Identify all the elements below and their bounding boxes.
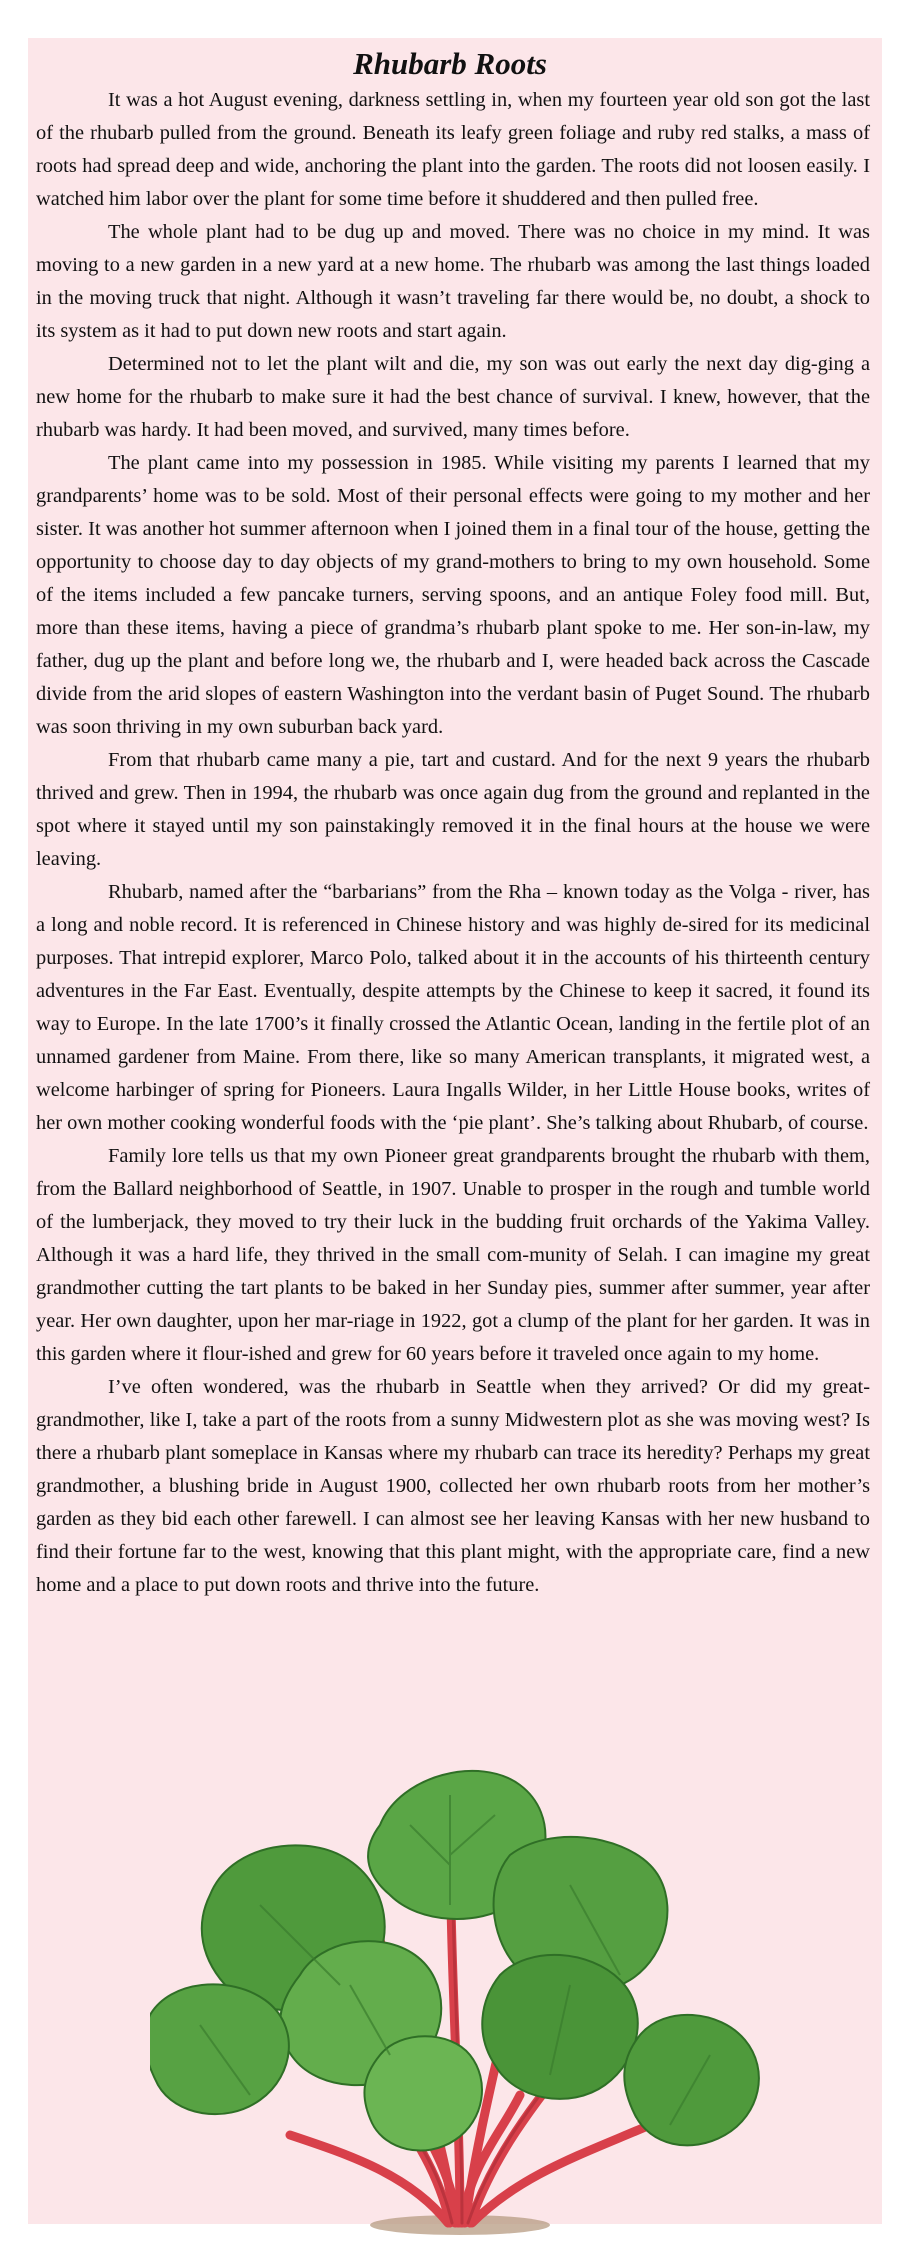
rhubarb-plant-icon — [150, 1755, 770, 2235]
paragraph-6: Rhubarb, named after the “barbarians” from the Rha – known today as the Volga - river, has a long and noble record. It is referenced in Chinese history and was highly de-sired for its medicinal purposes. That intrepid explorer, Marco Polo, talked about it in the accounts of his thirteenth century adventures in the Far East. Eventually, despite attempts by the Chinese to keep it sacred, it found its way to Europe. In the late 1700’s it finally crossed the Atlantic Ocean, landing in the fertile plot of an unnamed gardener from Maine. From there, like so many American transplants, it migrated west, a welcome harbinger of spring for Pioneers. Laura Ingalls Wilder, in her Little House books, writes of her own mother cooking wonderful foods with the ‘pie plant’. She’s talking about Rhubarb, of course. — [36, 881, 870, 1134]
paragraph-3: Determined not to let the plant wilt and die, my son was out early the next day dig-ging a new home for the rhubarb to make sure it had the best chance of survival. I knew, however, that the rhubarb was hardy. It had been moved, and survived, many times before. — [36, 353, 870, 441]
paragraph-1: It was a hot August evening, darkness settling in, when my fourteen year old son got the last of the rhubarb pulled from the ground. Beneath its leafy green foliage and ruby red stalks, a mass of roots had spread deep and wide, anchoring the plant into the garden. The roots did not loosen easily. I watched him labor over the plant for some time before it shuddered and then pulled free. — [36, 89, 870, 210]
article-body — [36, 84, 870, 1602]
paragraph-7: Family lore tells us that my own Pioneer great grandparents brought the rhubarb with them, from the Ballard neighborhood of Seattle, in 1907. Unable to prosper in the rough and tumble world of the lumberjack, they moved to try their luck in the budding fruit orchards of the Yakima Valley. Although it was a hard life, they thrived in the small com-munity of Selah. I can imagine my great grandmother cutting the tart plants to be baked in her Sunday pies, summer after summer, year after year. Her own daughter, upon her mar-riage in 1922, got a clump of the plant for her garden. It was in this garden where it flour-ished and grew for 60 years before it traveled once again to my home. — [36, 1145, 870, 1365]
paragraph-2: The whole plant had to be dug up and moved. There was no choice in my mind. It was moving to a new garden in a new yard at a new home. The rhubarb was among the last things loaded in the moving truck that night. Although it wasn’t traveling far there would be, no doubt, a shock to its system as it had to put down new roots and start again. — [36, 221, 870, 342]
page-title: Rhubarb Roots — [353, 46, 547, 81]
paragraph-4: The plant came into my possession in 1985. While visiting my parents I learned that my grandparents’ home was to be sold. Most of their personal effects were going to my mother and her sister. It was another hot summer afternoon when I joined them in a final tour of the house, getting the opportunity to choose day to day objects of my grand-mothers to bring to my own household. Some of the items included a few pancake turners, serving spoons, and an antique Foley food mill. But, more than these items, having a piece of grandma’s rhubarb plant spoke to me. Her son-in-law, my father, dug up the plant and before long we, the rhubarb and I, were headed back across the Cascade divide from the arid slopes of eastern Washington into the verdant basin of Puget Sound. The rhubarb was soon thriving in my own suburban back yard. — [36, 452, 870, 738]
paragraph-5: From that rhubarb came many a pie, tart and custard. And for the next 9 years the rhubarb thrived and grew. Then in 1994, the rhubarb was once again dug from the ground and replanted in the spot where it stayed until my son painstakingly removed it in the final hours at the house we were leaving. — [36, 749, 870, 870]
paragraph-8: I’ve often wondered, was the rhubarb in Seattle when they arrived? Or did my great-grandmother, like I, take a part of the roots from a sunny Midwestern plot as she was moving west? Is there a rhubarb plant someplace in Kansas where my rhubarb can trace its heredity? Perhaps my great grandmother, a blushing bride in August 1900, collected her own rhubarb roots from her mother’s garden as they bid each other farewell. I can almost see her leaving Kansas with her new husband to find their fortune far to the west, knowing that this plant might, with the appropriate care, find a new home and a place to put down roots and thrive into the future. — [36, 1376, 870, 1596]
